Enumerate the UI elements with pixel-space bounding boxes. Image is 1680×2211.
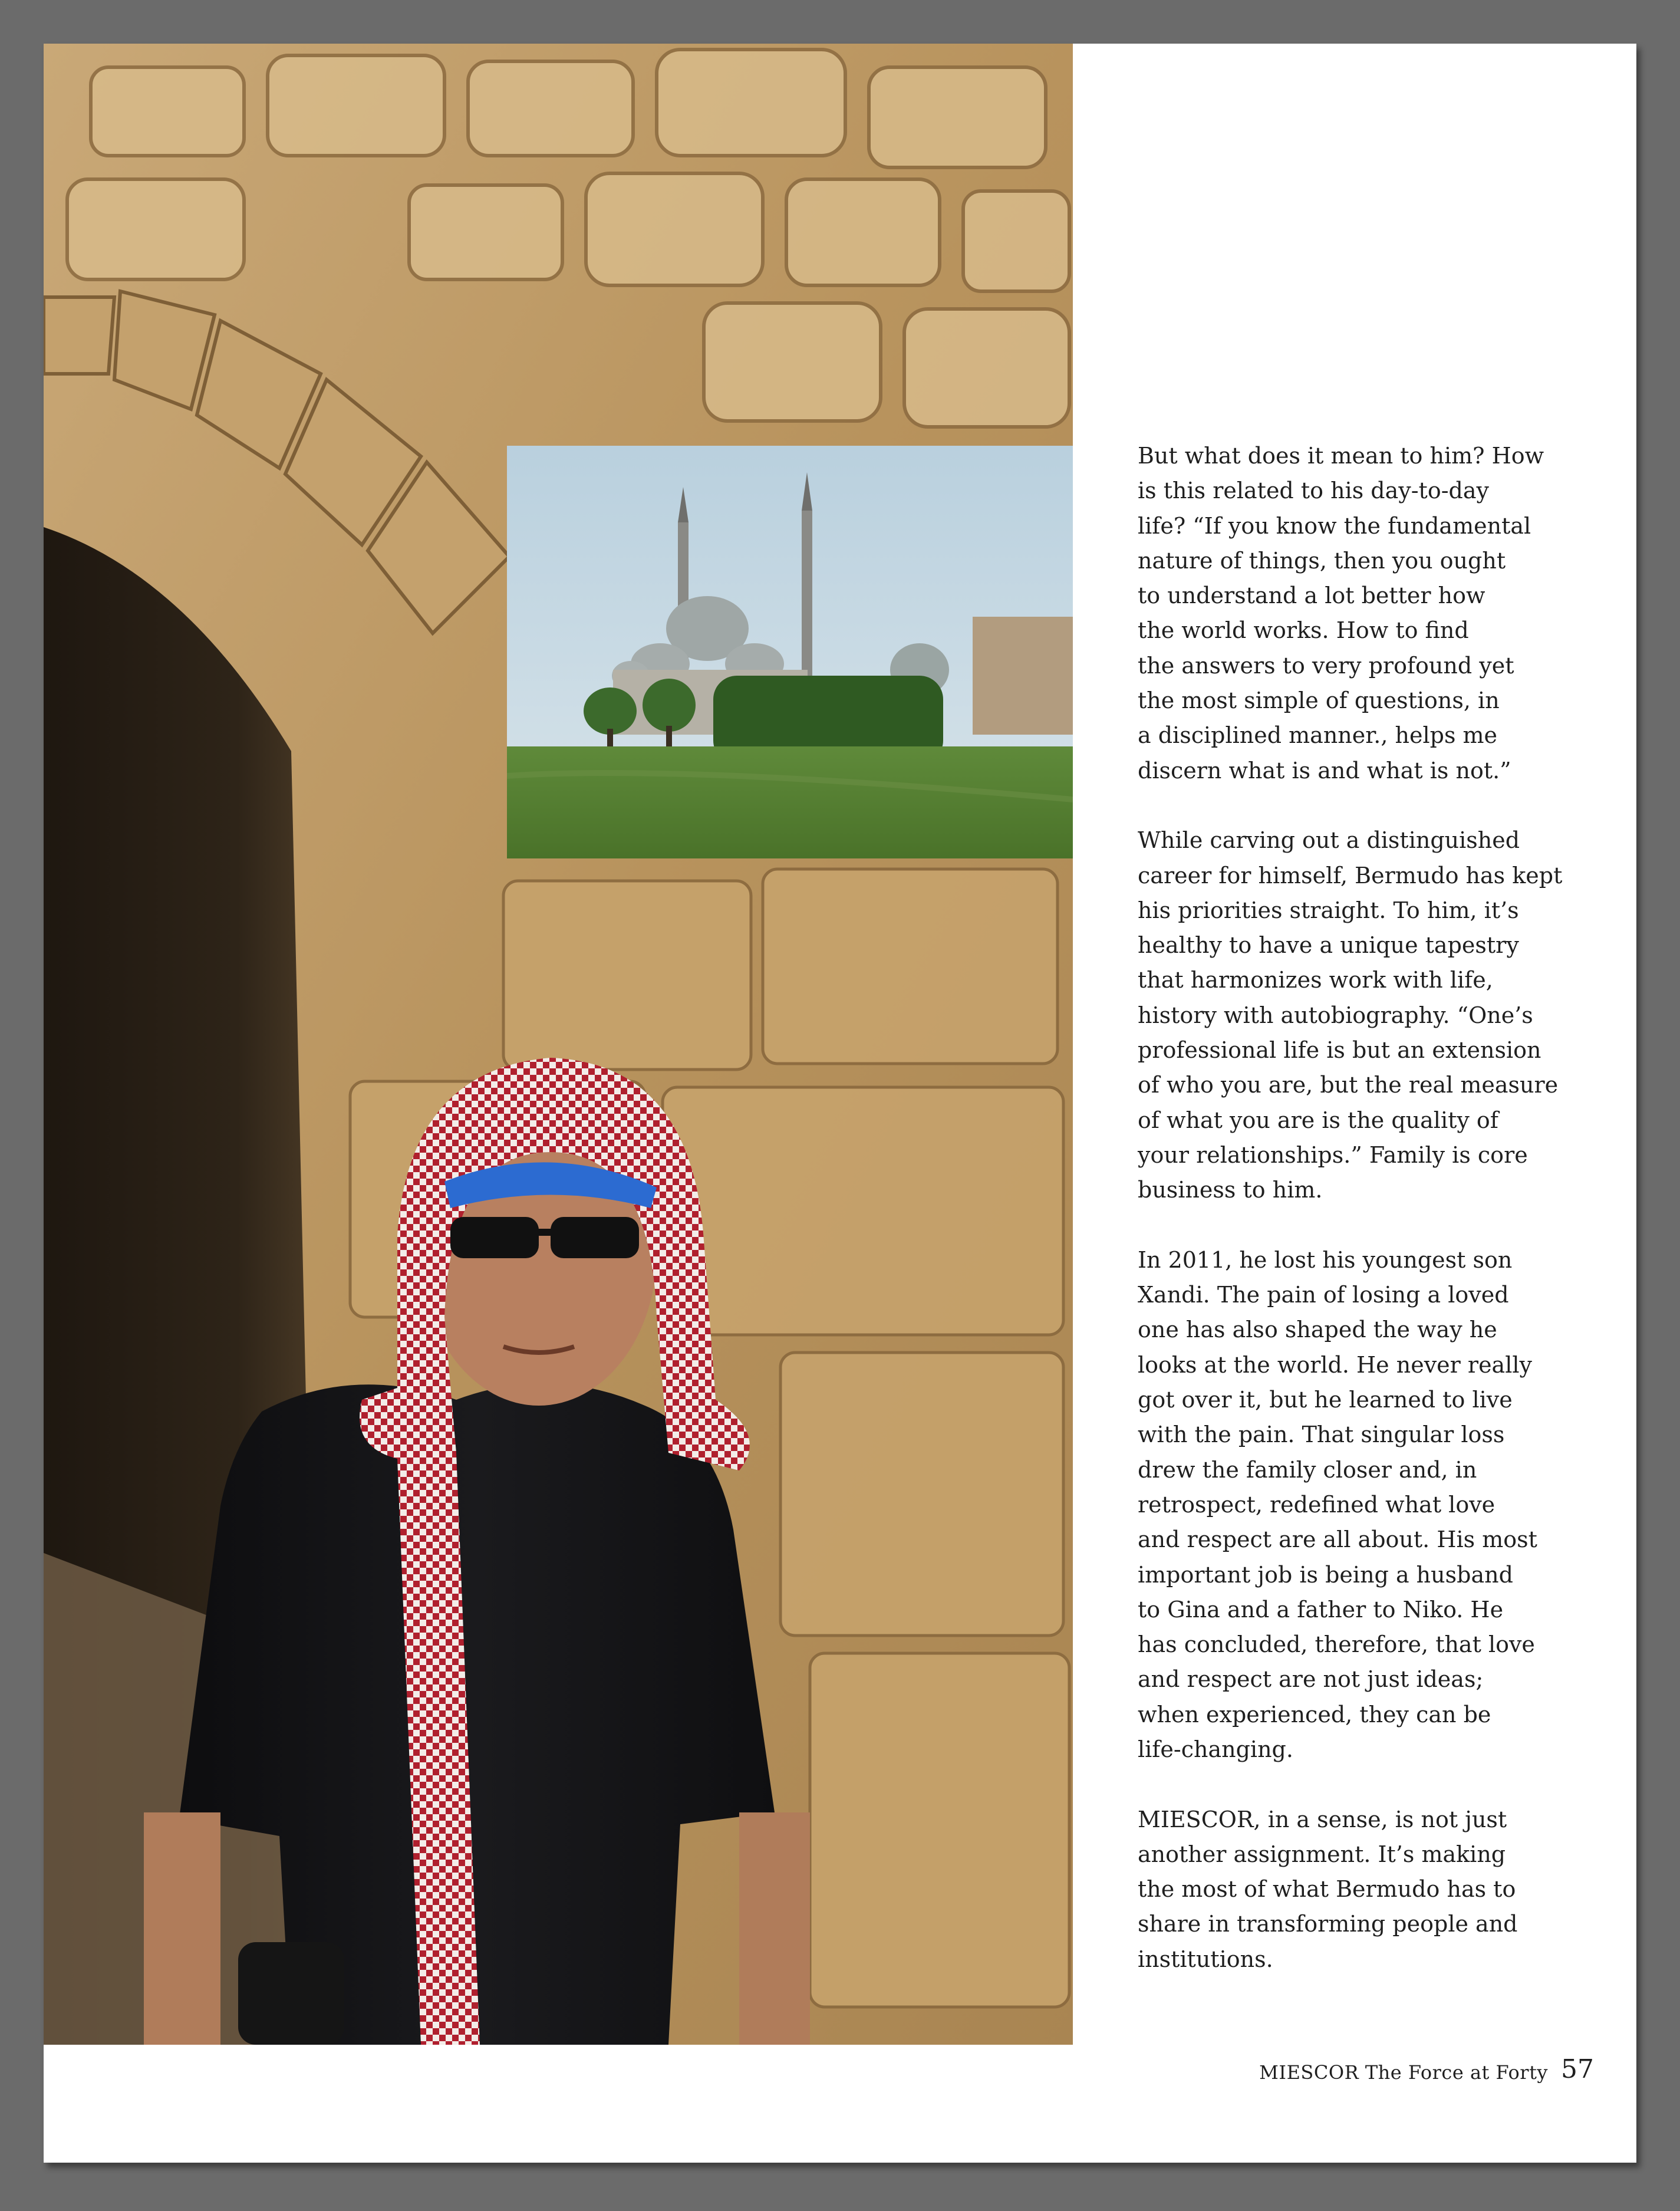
text-line: when experienced, they can be (1138, 1701, 1491, 1728)
publication-title: MIESCOR The Force at Forty (1259, 2061, 1548, 2084)
text-line: Xandi. The pain of losing a loved (1138, 1282, 1509, 1308)
paragraph-meaning (1138, 439, 1562, 788)
text-line: with the pain. That singular loss (1138, 1422, 1505, 1448)
text-line: But what does it mean to him? How (1138, 443, 1544, 469)
text-line: the most simple of questions, in (1138, 687, 1500, 714)
text-line: has concluded, therefore, that love (1138, 1631, 1535, 1658)
article-body (1138, 439, 1562, 2012)
text-line: retrospect, redefined what love (1138, 1491, 1495, 1518)
text-line: of what you are is the quality of (1138, 1107, 1498, 1133)
text-line: and respect are all about. His most (1138, 1526, 1537, 1553)
page-number: 57 (1561, 2054, 1594, 2084)
text-line: In 2011, he lost his youngest son (1138, 1246, 1513, 1273)
text-line: While carving out a distinguished (1138, 827, 1520, 854)
text-line: the most of what Bermudo has to (1138, 1876, 1516, 1903)
text-line: drew the family closer and, in (1138, 1456, 1477, 1483)
inset-photo-mosque (507, 446, 1073, 858)
text-line: your relationships.” Family is core (1138, 1141, 1528, 1168)
text-line: institutions. (1138, 1946, 1273, 1972)
text-line: career for himself, Bermudo has kept (1138, 862, 1563, 889)
text-line: and respect are not just ideas; (1138, 1666, 1484, 1693)
text-line: professional life is but an extension (1138, 1037, 1541, 1064)
text-line: history with autobiography. “One’s (1138, 1002, 1533, 1028)
text-line: another assignment. It’s making (1138, 1841, 1506, 1867)
text-line: one has also shaped the way he (1138, 1317, 1497, 1343)
page-footer (1217, 2048, 1594, 2095)
text-line: nature of things, then you ought (1138, 547, 1506, 574)
text-line: his priorities straight. To him, it’s (1138, 897, 1519, 923)
paragraph-miescor (1138, 1802, 1562, 1977)
text-line: is this related to his day-to-day (1138, 478, 1489, 504)
text-line: share in transforming people and (1138, 1911, 1518, 1937)
magazine-page (44, 44, 1636, 2163)
text-line: of who you are, but the real measure (1138, 1072, 1559, 1098)
text-line: the world works. How to find (1138, 617, 1469, 644)
text-line: healthy to have a unique tapestry (1138, 932, 1519, 959)
text-line: life-changing. (1138, 1736, 1293, 1762)
text-line: MIESCOR, in a sense, is not just (1138, 1806, 1507, 1832)
text-line: looks at the world. He never really (1138, 1351, 1532, 1378)
paragraph-loss (1138, 1243, 1562, 1767)
text-line: a disciplined manner., helps me (1138, 722, 1498, 749)
text-line: the answers to very profound yet (1138, 652, 1514, 679)
text-line: discern what is and what is not.” (1138, 757, 1511, 784)
text-line: business to him. (1138, 1177, 1323, 1203)
text-line: to understand a lot better how (1138, 583, 1485, 609)
text-line: important job is being a husband (1138, 1561, 1513, 1588)
main-photo-man-at-stone-wall (44, 44, 1073, 2045)
text-line: life? “If you know the fundamental (1138, 512, 1531, 539)
text-line: to Gina and a father to Niko. He (1138, 1596, 1504, 1623)
text-line: that harmonizes work with life, (1138, 967, 1493, 993)
text-line: got over it, but he learned to live (1138, 1387, 1513, 1413)
paragraph-priorities (1138, 823, 1562, 1208)
